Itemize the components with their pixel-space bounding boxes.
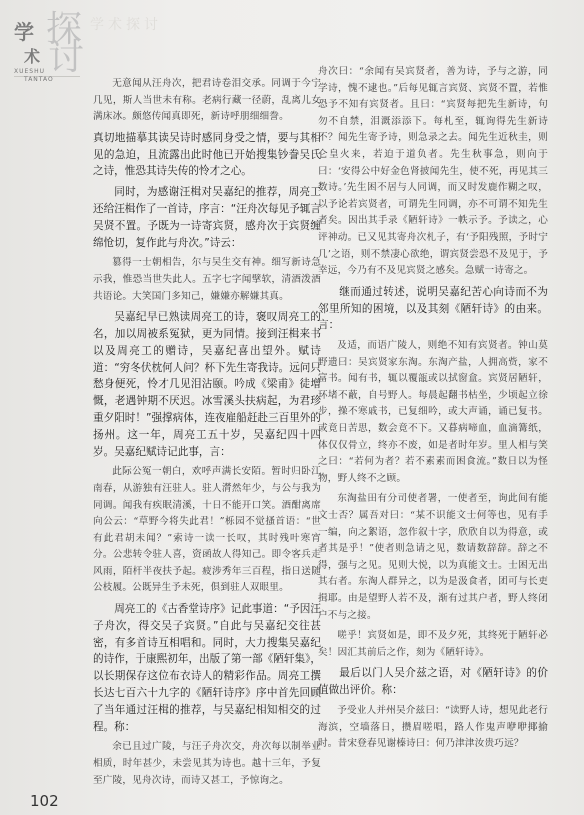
quote-paragraph: 及适，而语广陵人，则绝不知有宾贤者。钟山莫野遗曰：吴宾贤家东淘。东淘产盐，人拥高赀，家不富书。闻有书，辄以覆瓿或以拭窗盒。宾贤居陋轩，环堵不蔽，自号野人。每晨起翻书枯坐，少顷起立徐步，操不寒戚书，已复细吟，或大声诵，诵已复书。或竟日苦思，数会竟不下。又暮病啼血，血滴篝纸，体仅仅骨立，终亦不废，如是者时年岁。里人相与笑之曰：“若何为者？若不素素而困食流。”数日以为怪物，野人终不之顾。	[318, 340, 548, 484]
page-number: 102	[30, 792, 59, 810]
quote-paragraph: 无意闻从汪舟次，把君诗卷泪交承。同调于今宁几见，斯人当世未有称。老病行藏一径蔚，乱离儿女满床冰。颇悠传闻真即死，新诗呼朋细细誊。	[93, 78, 321, 123]
left-column	[93, 76, 321, 793]
quote-paragraph: 此际公冤一朝白，欢呼声满长安陌。暂时归卧江南春，从游独有汪驻人。驻人潸然年少，与公与我为同调。闻我有疾眠清溪，十日不能开口笑。酒酣离席向公云：“草野今将失此君！”栎园不觉搔首语：“世有此君胡未闻？”索诗一读一长叹，其时残叶寒宵分。公悲转令驻人喜，资函故人得知己。即令客兵走风雨，陌杆半夜扶予起。疲涉秀年三百程，指日送随公枝履。公既异生予未死，俱到驻人双眼里。	[93, 466, 321, 594]
body-paragraph: 最后以门人吴介兹之语，对《陋轩诗》的价值做出评价。称：	[318, 667, 548, 697]
section-en-tantao: TANTAO	[24, 76, 54, 83]
section-char-shu: 术	[24, 47, 41, 66]
body-paragraph: 周亮工的《古香堂诗序》记此事道：“予因汪子舟次，得交吴子宾贤。”自此与吴嘉纪交往甚密，有多首诗互相唱和。同时，大力搜集吴嘉纪的诗作，于康熙初年，出版了第一部《陋轩集》，以长期保存这位布衣诗人的精彩作品。周亮工撰长达七百六十九字的《陋轩诗序》序中首先回顾了当年通过汪楫的推荐，与吴嘉纪相知相交的过程。称：	[93, 603, 321, 733]
body-paragraph: 同时，为感谢汪楫对吴嘉纪的推荐，周亮工还给汪楫作了一首诗，序言：“汪舟次每见予辄言吴贤不置。予既为一诗寄宾贤，感舟次于宾贤缠绵怆切，复作此与舟次。”诗云：	[93, 186, 321, 249]
quote-paragraph: 篡得一士朝相告，尔与吴生交有神。细写新诗急示我，惟恐当世失此人。五字七字闻擘软，清酒泼酒共语论。大笑国门多知己，嫌嫌亦解嫌其真。	[93, 257, 321, 302]
section-char-tan: 探	[46, 9, 83, 50]
quote-paragraph: 余已且过广陵，与汪子舟次交，舟次每以制举业相质，时年甚少，未尝见其为诗也。越十三年，予复至广陵，见舟次诗，而诗又甚工，予惊询之。	[93, 741, 321, 786]
section-en-xueshu: XUESHU	[14, 68, 46, 75]
section-char-xue: 学	[14, 20, 34, 44]
header-watermark: 学术探讨	[90, 17, 162, 33]
right-column	[318, 64, 548, 757]
quote-paragraph: 舟次曰：“余闻有吴宾贤者，善为诗，予与之游，同学诗，愧不逮也。”后每见辄言宾贤、宾贤不置，若惟恐予不知有宾贤者。且曰：“宾贤每把先生新诗，句勿不自禁，泪溉添添下。每札至，辄询得先生新诗不？闻先生寄予诗，则急录之去。闻先生近秋圭，则仑皇火来，若迫于道负者。先生秋事急，则向于曰：‘安得公中好金色肾披闻先生，使不死，再见其三数诗。’先生困不居与人同调，而又时发鹿作糊之叹，以予论若宾贤者，可谓先生同调，亦不可谓不知先生者矣。因出其手录《陋轩诗》一帙示予。予读之，心评神动。已又见其寄舟次札子，有‘予阳残照，予时宁几’之语，则不禁凄心欲绝，谓宾贤尝恐不及见于，予幸远，今乃有不及见宾贤之感矣。急赋一诗寄之。	[318, 66, 548, 277]
quote-paragraph: 嗟乎！宾贤如是，即不及夕死，其终死于陋轩必矣！因汇其前后之作，刻为《陋轩诗》。	[318, 630, 548, 658]
body-paragraph: 吴嘉纪早已熟读周亮工的诗，褒叹周亮工的名，加以周被系冤狱，更为同情。接到汪楫来书以及周亮工的赠诗，吴嘉纪喜出望外。赋诗道：“穷冬伏枕何人问？杯下先生寄我诗。远问只愁身便死，怜才几见泪沾颐。吟成《梁甫》徒增慨，老遇钟期不厌迟。冰雪溪头扶病起，为君珍重夕阳时！”强撑病体，连夜雇船赶赴三百里外的扬州。这一年，周亮工五十岁，吴嘉纪四十四岁。吴嘉纪赋诗记此事，言：	[93, 311, 321, 458]
section-tab	[14, 9, 85, 83]
section-char-tao: 讨	[48, 37, 85, 78]
quote-paragraph: 予受业人并州吴介兹曰：“读野人诗，想见此老行海滨，空墙落日，攒眉嗟唱，路人作鬼声咿咿揶揄时。昔宋登春见谢榛诗曰：何乃津津汝贵巧远？	[318, 704, 548, 750]
quote-paragraph: 东淘盐田有分司使者署，一使者至，询此间有能文士否？属吾对曰：“某不识能文士何等也，见有手一编，向之絮语，忽作叙十字，欣欣自以为得意，或者其是乎！”使者则急请之见，数请数辞辞。辞之不得，强与之见。见则大悦，以为真能文士。士困无出其右者。东淘人群异之，以为是汲食者，团可与长吏揖耶。由是望野人若不及，渐有过其户者，野人终闭户不与之接。	[318, 493, 548, 621]
body-paragraph: 继而通过转述，说明吴嘉纪苦心向诗而不为邻里所知的困境，以及其刻《陋轩诗》的由来。言：	[318, 285, 548, 332]
body-paragraph: 真切地描摹其读吴诗时感同身受之情，要与其相见的急迫，且流露出此时他已开始搜集钞誊吴氏之诗，惟恐其诗失传的怜才之心。	[93, 131, 321, 178]
